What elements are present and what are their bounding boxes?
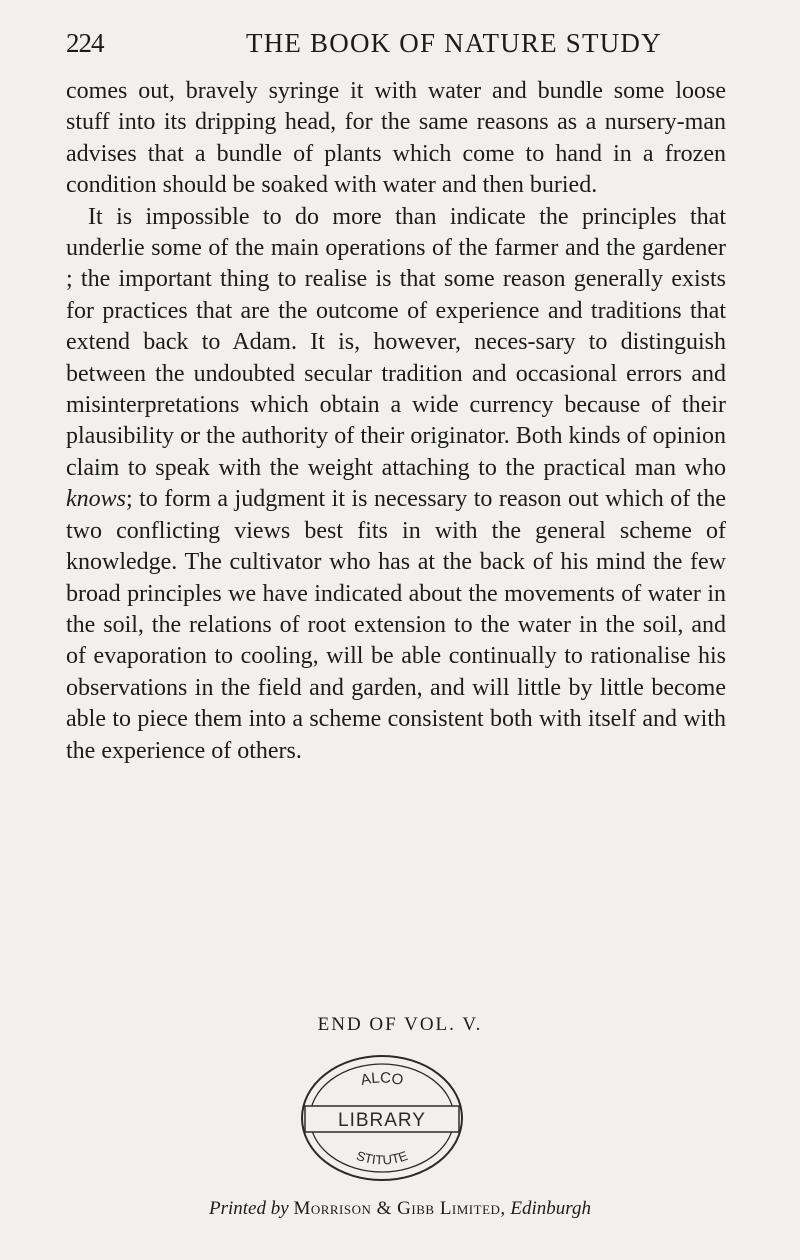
library-stamp (292, 1050, 472, 1182)
stamp-center-text: LIBRARY (338, 1110, 426, 1131)
paragraph-2-emphasis: knows (66, 486, 126, 513)
body-text (66, 76, 726, 767)
page-number: 224 (66, 28, 104, 58)
paragraph-2-text-a: It is impossible to do more than indicate the principles that underlie some of the main operations of the farmer and the gardener ; the important thing to realise is that some reason generally exists for practices that are the outcome of experience and traditions that extend back to Adam. It is, however, neces-sary to distinguish between the undoubted secular tradition and occasional errors and misinterpretations which obtain a wide currency because of their plausibility or the authority of their originator. Both kinds of opinion claim to speak with the weight attaching to the practical man who (66, 203, 726, 481)
stamp-top-text: ALCO (359, 1069, 405, 1090)
running-title: THE BOOK OF NATURE STUDY (246, 28, 662, 58)
running-head (66, 28, 716, 64)
paragraph-2-text-b: ; to form a judgment it is necessary to reason out which of the two conflicting views best fits in with the general scheme of knowledge. The cultivator who has at the back of his mind the few broad principles we have indicated about the movements of water in the soil, the relations of root extension to the water in the soil, and of evaporation to cooling, will be able continually to rationalise his observations in the field and garden, and will little by little become able to piece them into a scheme consistent both with itself and with the experience of others. (66, 486, 726, 764)
imprint-prefix: Printed by (209, 1198, 289, 1219)
imprint-place: Edinburgh (510, 1198, 591, 1219)
paragraph-2 (66, 202, 726, 767)
imprint-printer: Morrison & Gibb Limited, (293, 1198, 506, 1219)
end-of-volume-note: END OF VOL. V. (317, 1014, 483, 1035)
stamp-bottom-text: STITUTE (354, 1147, 410, 1168)
printer-imprint (0, 1198, 800, 1220)
paragraph-1: comes out, bravely syringe it with water and bundle some loose stuff into its dripping head, for the same reasons as a nursery-man advises that a bundle of plants which come to hand in a frozen condition should be soaked with water and then buried. (66, 78, 726, 199)
